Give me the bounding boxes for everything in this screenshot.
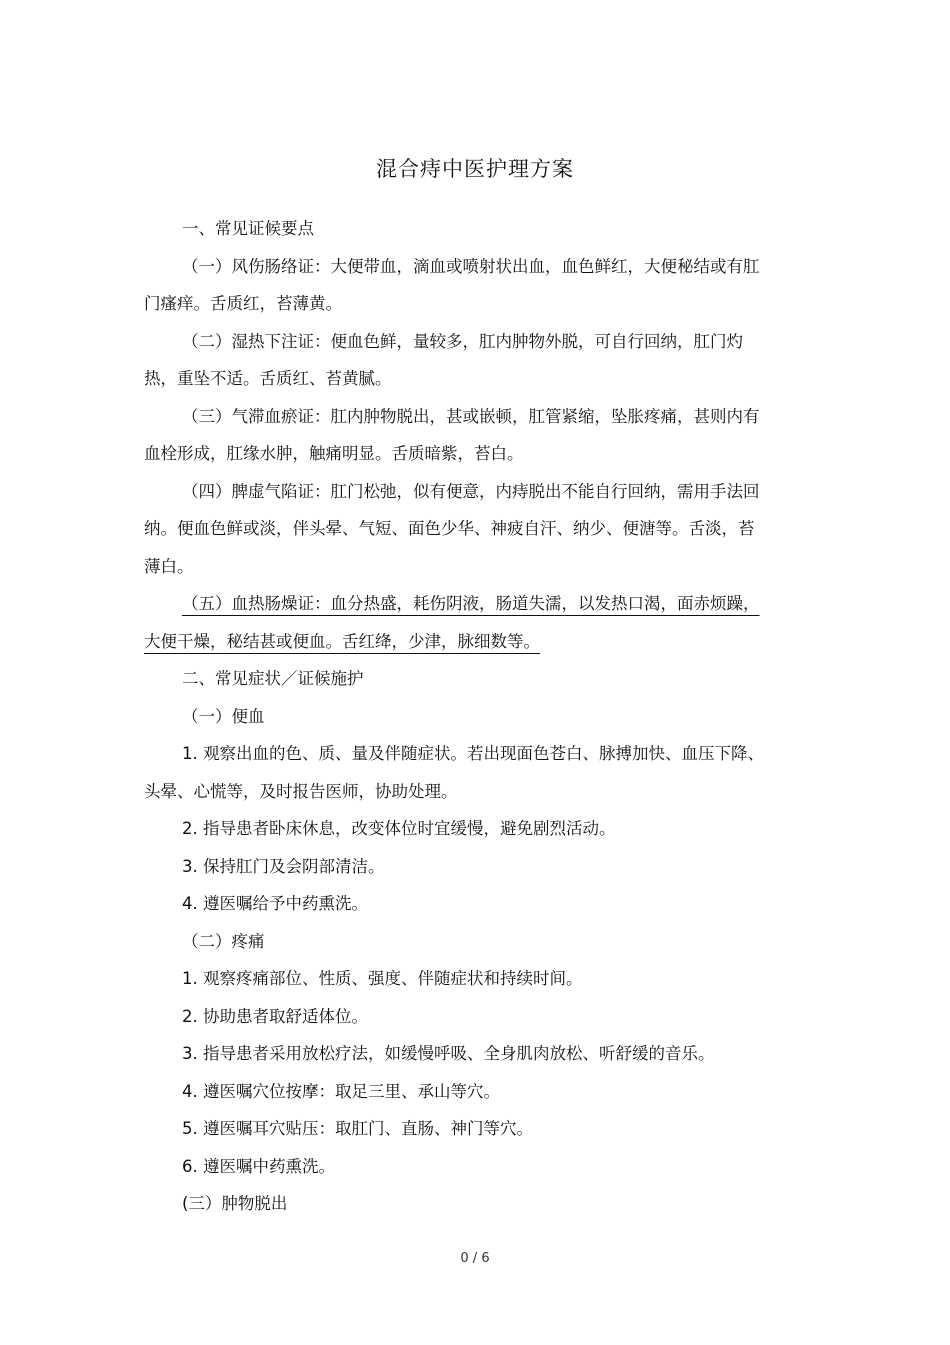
- section-heading-1: 一、常见证候要点: [182, 219, 314, 238]
- list-item: 5. 遵医嘱耳穴贴压：取肛门、直肠、神门等穴。: [182, 1119, 533, 1138]
- list-item: 6. 遵医嘱中药熏洗。: [182, 1156, 335, 1176]
- list-item: 3. 保持肛门及会阴部清洁。: [182, 856, 385, 876]
- paragraph-syndrome-1: （一）风伤肠络证：大便带血，滴血或喷射状出血，血色鲜红，大便秘结或有肛门瘙痒。舌质红，苔薄黄。: [144, 256, 760, 313]
- subheading-pain: （二）疼痛: [182, 931, 265, 951]
- paragraph-syndrome-4: （四）脾虚气陷证：肛门松弛，似有便意，内痔脱出不能自行回纳，需用手法回纳。便血色鲜或淡，伴头晕、气短、面色少华、神疲自汗、纳少、便溏等。舌淡，苔薄白。: [144, 481, 760, 576]
- list-item: 2. 指导患者卧床休息，改变体位时宜缓慢，避免剧烈活动。: [182, 819, 616, 838]
- document-body: [144, 210, 764, 1223]
- page-indicator: 0 / 6: [460, 1251, 490, 1266]
- list-item: 2. 协助患者取舒适体位。: [182, 1006, 368, 1026]
- paragraph-syndrome-2: （二）湿热下注证：便血色鲜，量较多，肛内肿物外脱，可自行回纳，肛门灼热，重坠不适。舌质红、苔黄腻。: [144, 331, 743, 388]
- document-title: 混合痔中医护理方案: [376, 157, 574, 181]
- list-item: 4. 遵医嘱穴位按摩：取足三里、承山等穴。: [182, 1081, 500, 1101]
- paragraph-syndrome-5: （五）血热肠燥证：血分热盛，耗伤阴液，肠道失濡，以发热口渴，面赤烦躁，大便干燥，秘结甚或便血。舌红绛，少津，脉细数等。: [144, 594, 760, 651]
- list-item: 1. 观察出血的色、质、量及伴随症状。若出现面色苍白、脉搏加快、血压下降、头晕、心慌等，及时报告医师，协助处理。: [144, 744, 764, 801]
- list-item: 3. 指导患者采用放松疗法，如缓慢呼吸、全身肌肉放松、听舒缓的音乐。: [182, 1044, 715, 1063]
- list-item: 4. 遵医嘱给予中药熏洗。: [182, 894, 368, 913]
- section-heading-2: 二、常见症状／证候施护: [182, 669, 364, 688]
- paragraph-syndrome-3: （三）气滞血瘀证：肛内肿物脱出，甚或嵌顿，肛管紧缩，坠胀疼痛，甚则内有血栓形成，肛缘水肿，触痛明显。舌质暗紫，苔白。: [144, 406, 760, 463]
- subheading-bleeding: （一）便血: [182, 706, 265, 726]
- list-item: 1. 观察疼痛部位、性质、强度、伴随症状和持续时间。: [182, 969, 583, 988]
- subheading-prolapse: (三）肿物脱出: [182, 1194, 288, 1213]
